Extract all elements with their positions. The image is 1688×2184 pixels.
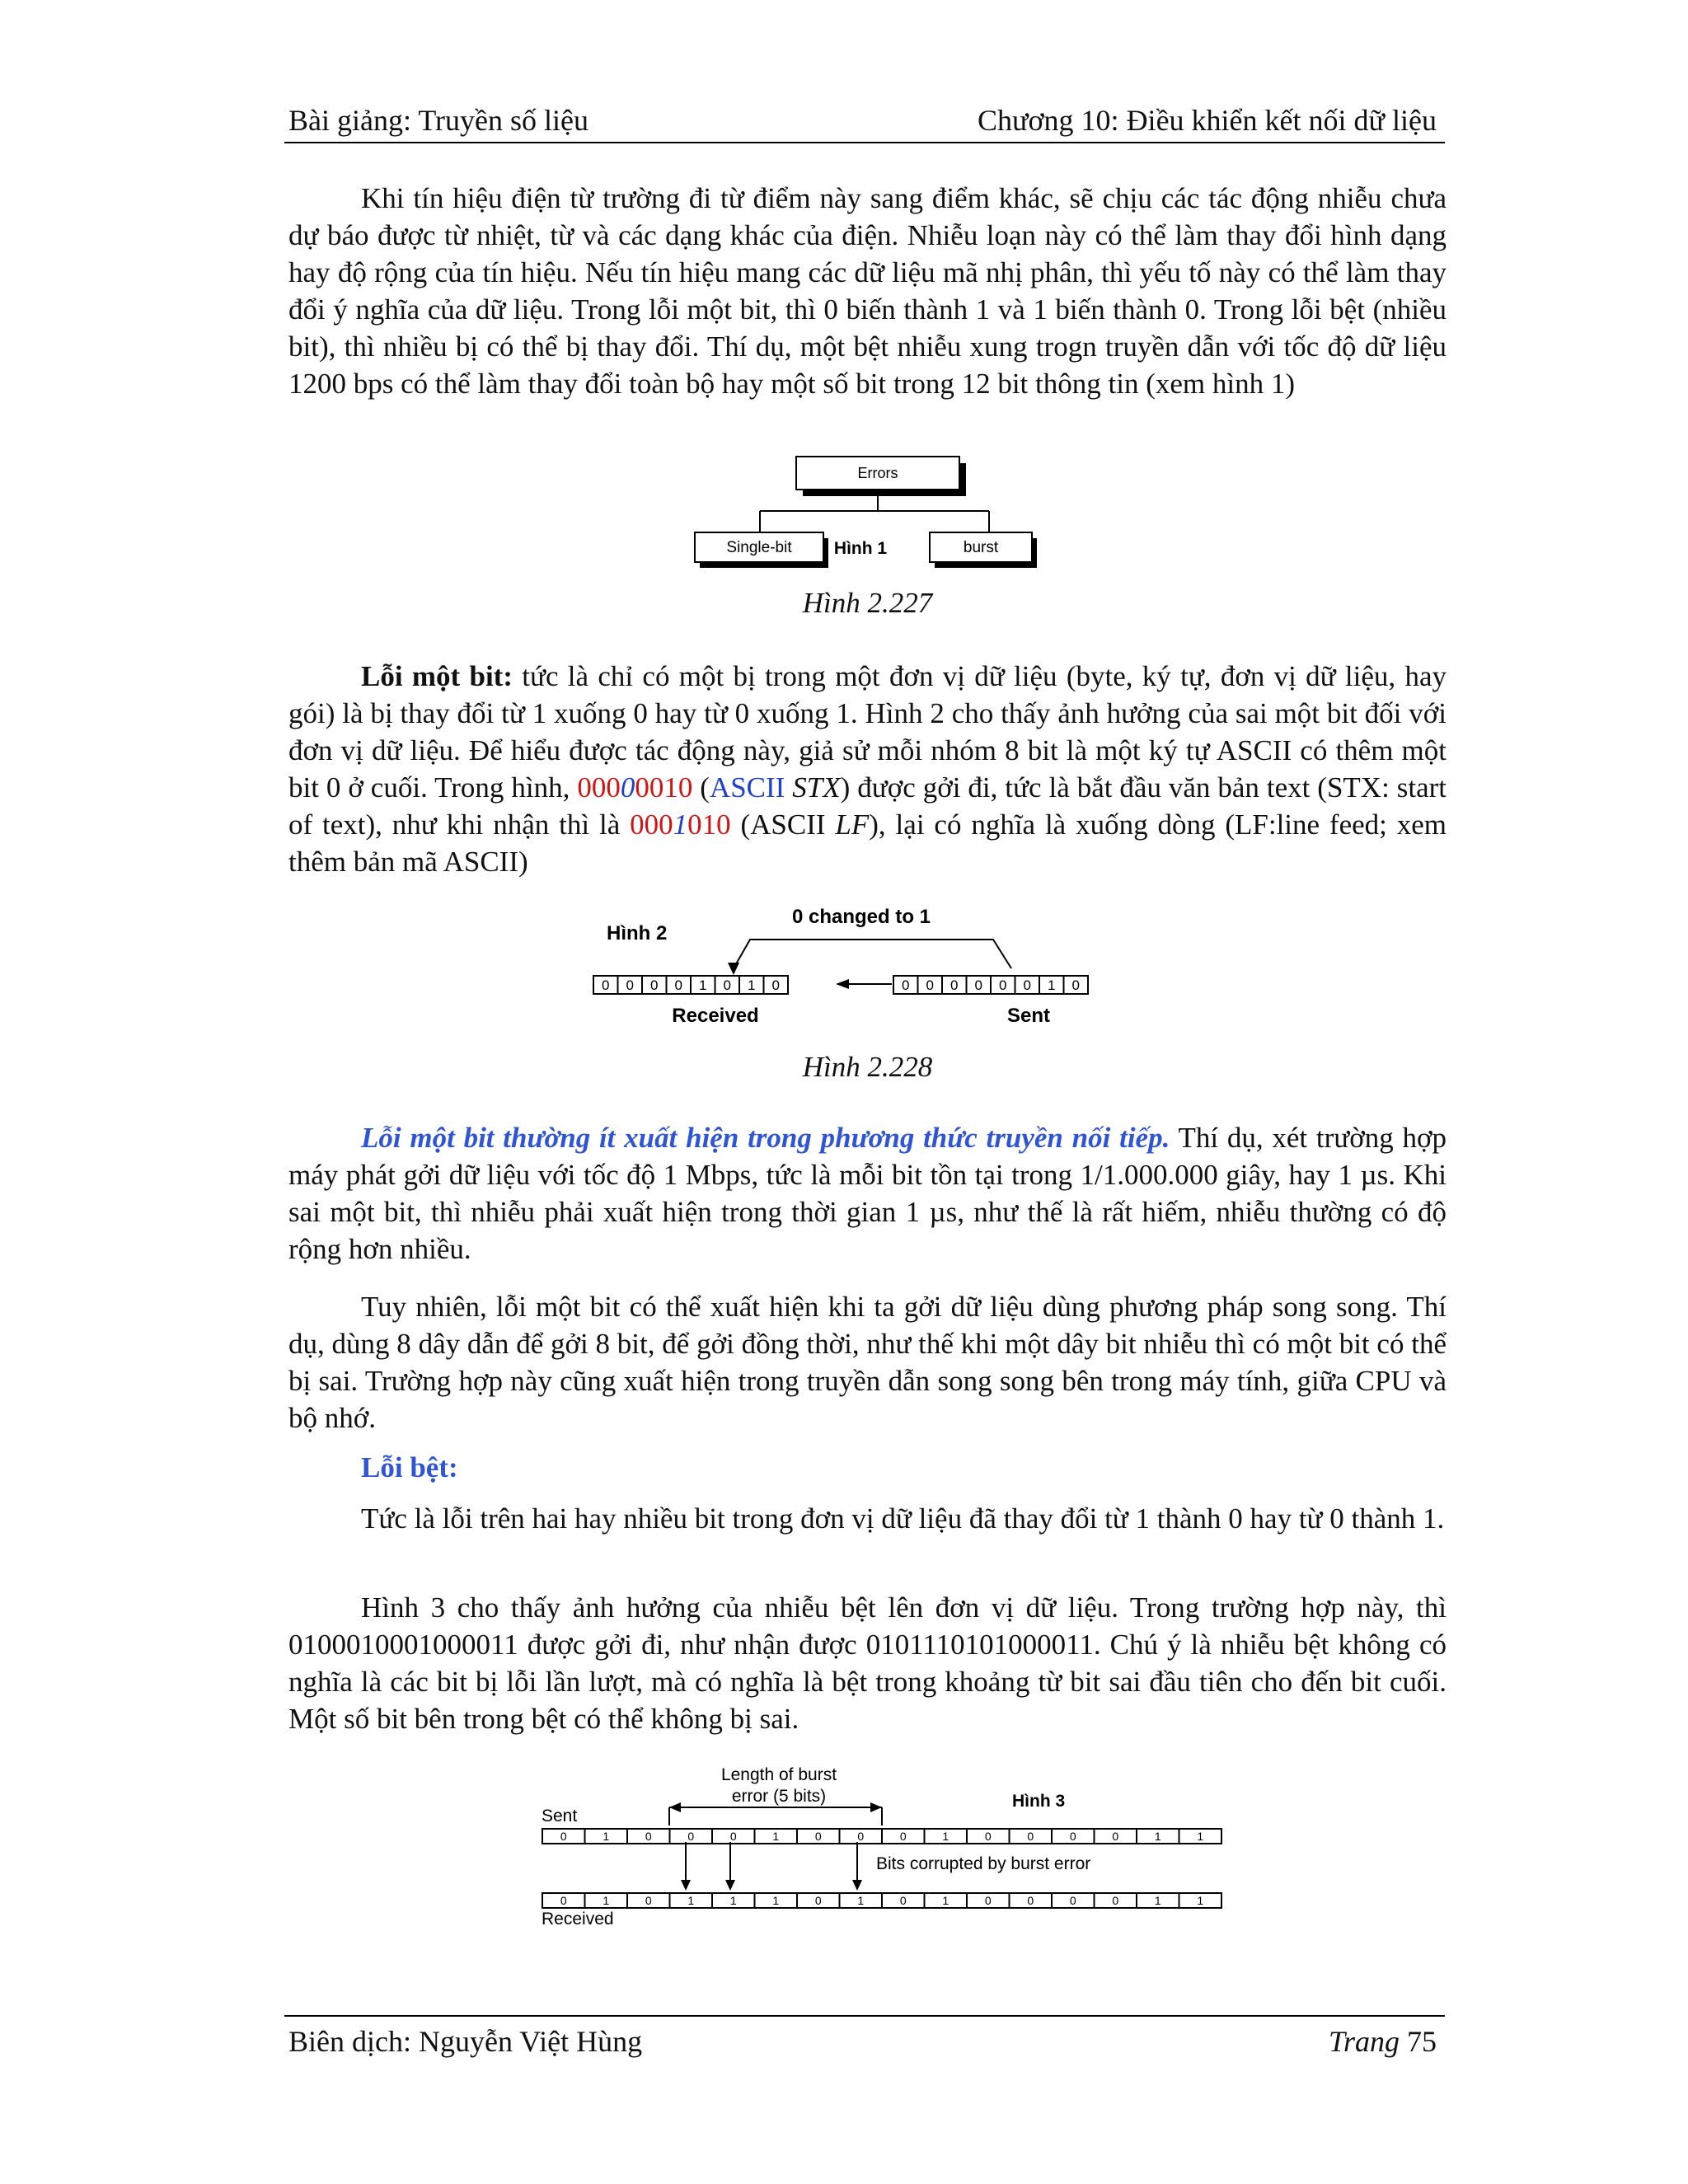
- paragraph-burst-example: Hình 3 cho thấy ảnh hưởng của nhiễu bệt lên đơn vị dữ liệu. Trong trường hợp này, thì 0100010001000011 được gởi đi, như nhận được 0101110101000011. Chú ý là nhiễu bệt không có nghĩa là các bit bị lỗi lần lượt, mà có nghĩa là bệt trong khoảng từ bit sai đầu tiên cho đến bit cuối. Một số bit bên trong bệt có thể không bị sai.: [288, 1591, 1447, 1735]
- figure-3-sent-bit-value: 0: [645, 1829, 652, 1843]
- figure-3-received-bit-value: 1: [603, 1893, 610, 1907]
- figure-2-received-bit-value: 0: [674, 977, 682, 993]
- figure-3-sent-bit-value: 0: [1027, 1829, 1034, 1843]
- figure-2-sent-bit-value: 0: [1071, 977, 1080, 993]
- figure-3-sent-bit-value: 1: [772, 1829, 780, 1843]
- figure-2-received-bit-value: 1: [748, 977, 756, 993]
- figure-3-corrupted-label: Bits corrupted by burst error: [876, 1854, 1091, 1873]
- figure-1-error-tree: [692, 453, 1047, 577]
- header-right-title: Chương 10: Điều khiển kết nối dữ liệu: [978, 104, 1437, 137]
- figure-3-sent-bit-value: 1: [942, 1829, 950, 1843]
- figure-3-received-bit-value: 0: [560, 1893, 567, 1907]
- figure-3-label: Hình 3: [1012, 1792, 1066, 1811]
- figure-3-length-label-2: error (5 bits): [731, 1787, 827, 1806]
- figure-2-received-bit-value: 1: [699, 977, 707, 993]
- figure-1-burst-node: burst: [963, 539, 999, 556]
- figure-1-single-bit-node: Single-bit: [726, 539, 792, 556]
- figure-2-received-label: Received: [672, 1005, 759, 1027]
- figure-3-received-bit-value: 1: [1197, 1893, 1204, 1907]
- figure-3-received-bit-value: 1: [772, 1893, 780, 1907]
- figure-2-single-bit-diagram: [577, 898, 1154, 1038]
- figure-3-received-bit-value: 0: [645, 1893, 652, 1907]
- paragraph-burst-definition: Tức là lỗi trên hai hay nhiều bit trong đơn vị dữ liệu đã thay đổi từ 1 thành 0 hay từ 0 thành 1.: [361, 1502, 1445, 1535]
- footer-page: Trang 75: [1328, 2025, 1437, 2058]
- figure-1-caption: Hình 2.227: [802, 587, 933, 619]
- paragraph-parallel-transmission: Tuy nhiên, lỗi một bit có thể xuất hiện khi ta gởi dữ liệu dùng phương pháp song song. Thí dụ, dùng 8 dây dẫn để gởi 8 bit, để gởi đồng thời, như thế khi một dây bit nhiễu thì có một bit có thể bị sai. Trường hợp này cũng xuất hiện trong truyền dẫn song song bên trong máy tính, giữa CPU và bộ nhớ.: [288, 1291, 1447, 1434]
- figure-3-length-label-1: Length of burst: [720, 1765, 837, 1784]
- figure-2-received-bit-value: 0: [771, 977, 780, 993]
- figure-2-sent-bits: [893, 976, 1088, 994]
- paragraph-serial-transmission: Lỗi một bit thường ít xuất hiện trong phương thức truyền nối tiếp. Thí dụ, xét trường hợp máy phát gởi dữ liệu với tốc độ 1 Mbps, tức là mỗi bit tồn tại trong 1/1.000.000 giây, hay 1 µs. Khi sai một bit, thì nhiễu phải xuất hiện trong thời gian 1 µs, như thế là rất hiếm, nhiễu thường có độ rộng hơn nhiều.: [288, 1122, 1447, 1265]
- figure-2-sent-bit-value: 0: [974, 977, 982, 993]
- figure-2-sent-bit-value: 0: [950, 977, 959, 993]
- figure-3-sent-bit-value: 0: [984, 1829, 992, 1843]
- figure-3-sent-bits: [542, 1829, 1221, 1844]
- figure-1-root-node: Errors: [857, 465, 898, 481]
- figure-3-received-bit-value: 1: [942, 1893, 950, 1907]
- burst-error-heading: Lỗi bệt:: [361, 1451, 458, 1483]
- figure-3-received-label: Received: [542, 1910, 614, 1929]
- figure-3-sent-bit-value: 0: [814, 1829, 822, 1843]
- figure-2-title: 0 changed to 1: [791, 906, 931, 928]
- figure-2-received-bit-value: 0: [626, 977, 634, 993]
- figure-2-sent-bit-value: 0: [902, 977, 910, 993]
- figure-3-sent-bit-value: 0: [729, 1829, 737, 1843]
- paragraph-intro: Khi tín hiệu điện từ trường đi từ điểm này sang điểm khác, sẽ chịu các tác động nhiễu chưa dự báo được từ nhiệt, từ và các dạng khác của điện. Nhiễu loạn này có thể làm thay đổi hình dạng hay độ rộng của tín hiệu. Nếu tín hiệu mang các dữ liệu mã nhị phân, thì yếu tố này có thể làm thay đổi ý nghĩa của dữ liệu. Trong lỗi một bit, thì 0 biến thành 1 và 1 biến thành 0. Trong lỗi bệt (nhiều bit), thì nhiều bị có thể bị thay đổi. Thí dụ, một bệt nhiễu xung trogn truyền dẫn với tốc độ dữ liệu 1200 bps có thể làm thay đổi toàn bộ hay một số bit trong 12 bit thông tin (xem hình 1): [288, 182, 1447, 400]
- figure-2-received-bits: [593, 976, 788, 994]
- figure-3-sent-bit-value: 1: [603, 1829, 610, 1843]
- figure-3-burst-diagram: [536, 1760, 1236, 1945]
- figure-3-received-bit-value: 0: [814, 1893, 822, 1907]
- figure-3-sent-bit-value: 0: [857, 1829, 865, 1843]
- figure-3-sent-bit-value: 0: [1112, 1829, 1119, 1843]
- figure-2-sent-bit-value: 1: [1048, 977, 1056, 993]
- figure-3-sent-bit-value: 0: [899, 1829, 907, 1843]
- figure-3-received-bit-value: 0: [984, 1893, 992, 1907]
- header-left-title: Bài giảng: Truyền số liệu: [288, 104, 589, 137]
- figure-3-received-bit-value: 0: [1027, 1893, 1034, 1907]
- figure-3-sent-bit-value: 0: [560, 1829, 567, 1843]
- figure-3-received-bit-value: 1: [729, 1893, 737, 1907]
- figure-3-received-bit-value: 1: [687, 1893, 695, 1907]
- figure-2-received-bit-value: 0: [723, 977, 731, 993]
- page-number: 75: [1407, 2025, 1437, 2058]
- figure-3-received-bit-value: 0: [1069, 1893, 1076, 1907]
- figure-2-received-bit-value: 0: [650, 977, 659, 993]
- figure-2-label: Hình 2: [607, 922, 668, 944]
- figure-2-sent-bit-value: 0: [926, 977, 934, 993]
- figure-2-sent-label: Sent: [1006, 1005, 1051, 1027]
- paragraph-single-bit-error: Lỗi một bit: tức là chỉ có một bị trong một đơn vị dữ liệu (byte, ký tự, đơn vị dữ liệu, hay gói) là bị thay đổi từ 1 xuống 0 hay từ 0 xuống 1. Hình 2 cho thấy ảnh hưởng của sai một bit đối với đơn vị dữ liệu. Để hiểu được tác động này, giả sử mỗi nhóm 8 bit là một ký tự ASCII có thêm một bit 0 ở cuối. Trong hình, 00000010 (ASCII STX) được gởi đi, tức là bắt đầu văn bản text (STX: start of text), như khi nhận thì là 0001010 (ASCII LF), lại có nghĩa là xuống dòng (LF:line feed; xem thêm bản mã ASCII): [288, 660, 1447, 878]
- figure-3-received-bit-value: 1: [1154, 1893, 1161, 1907]
- figure-2-sent-bit-value: 0: [1023, 977, 1031, 993]
- figure-2-received-bit-value: 0: [602, 977, 610, 993]
- figure-3-received-bit-value: 0: [1112, 1893, 1119, 1907]
- footer-translator: Biên dịch: Nguyễn Việt Hùng: [288, 2025, 643, 2058]
- header-divider: [284, 142, 1445, 143]
- figure-2-caption: Hình 2.228: [802, 1051, 933, 1083]
- figure-3-sent-bit-value: 1: [1197, 1829, 1204, 1843]
- figure-3-received-bit-value: 1: [857, 1893, 865, 1907]
- figure-3-sent-bit-value: 1: [1154, 1829, 1161, 1843]
- figure-1-label: Hình 1: [833, 539, 888, 558]
- figure-3-sent-bit-value: 0: [687, 1829, 695, 1843]
- figure-3-received-bit-value: 0: [899, 1893, 907, 1907]
- figure-2-sent-bit-value: 0: [999, 977, 1007, 993]
- figure-3-sent-bit-value: 0: [1069, 1829, 1076, 1843]
- figure-3-sent-label: Sent: [542, 1807, 578, 1825]
- figure-3-received-bits: [542, 1893, 1221, 1908]
